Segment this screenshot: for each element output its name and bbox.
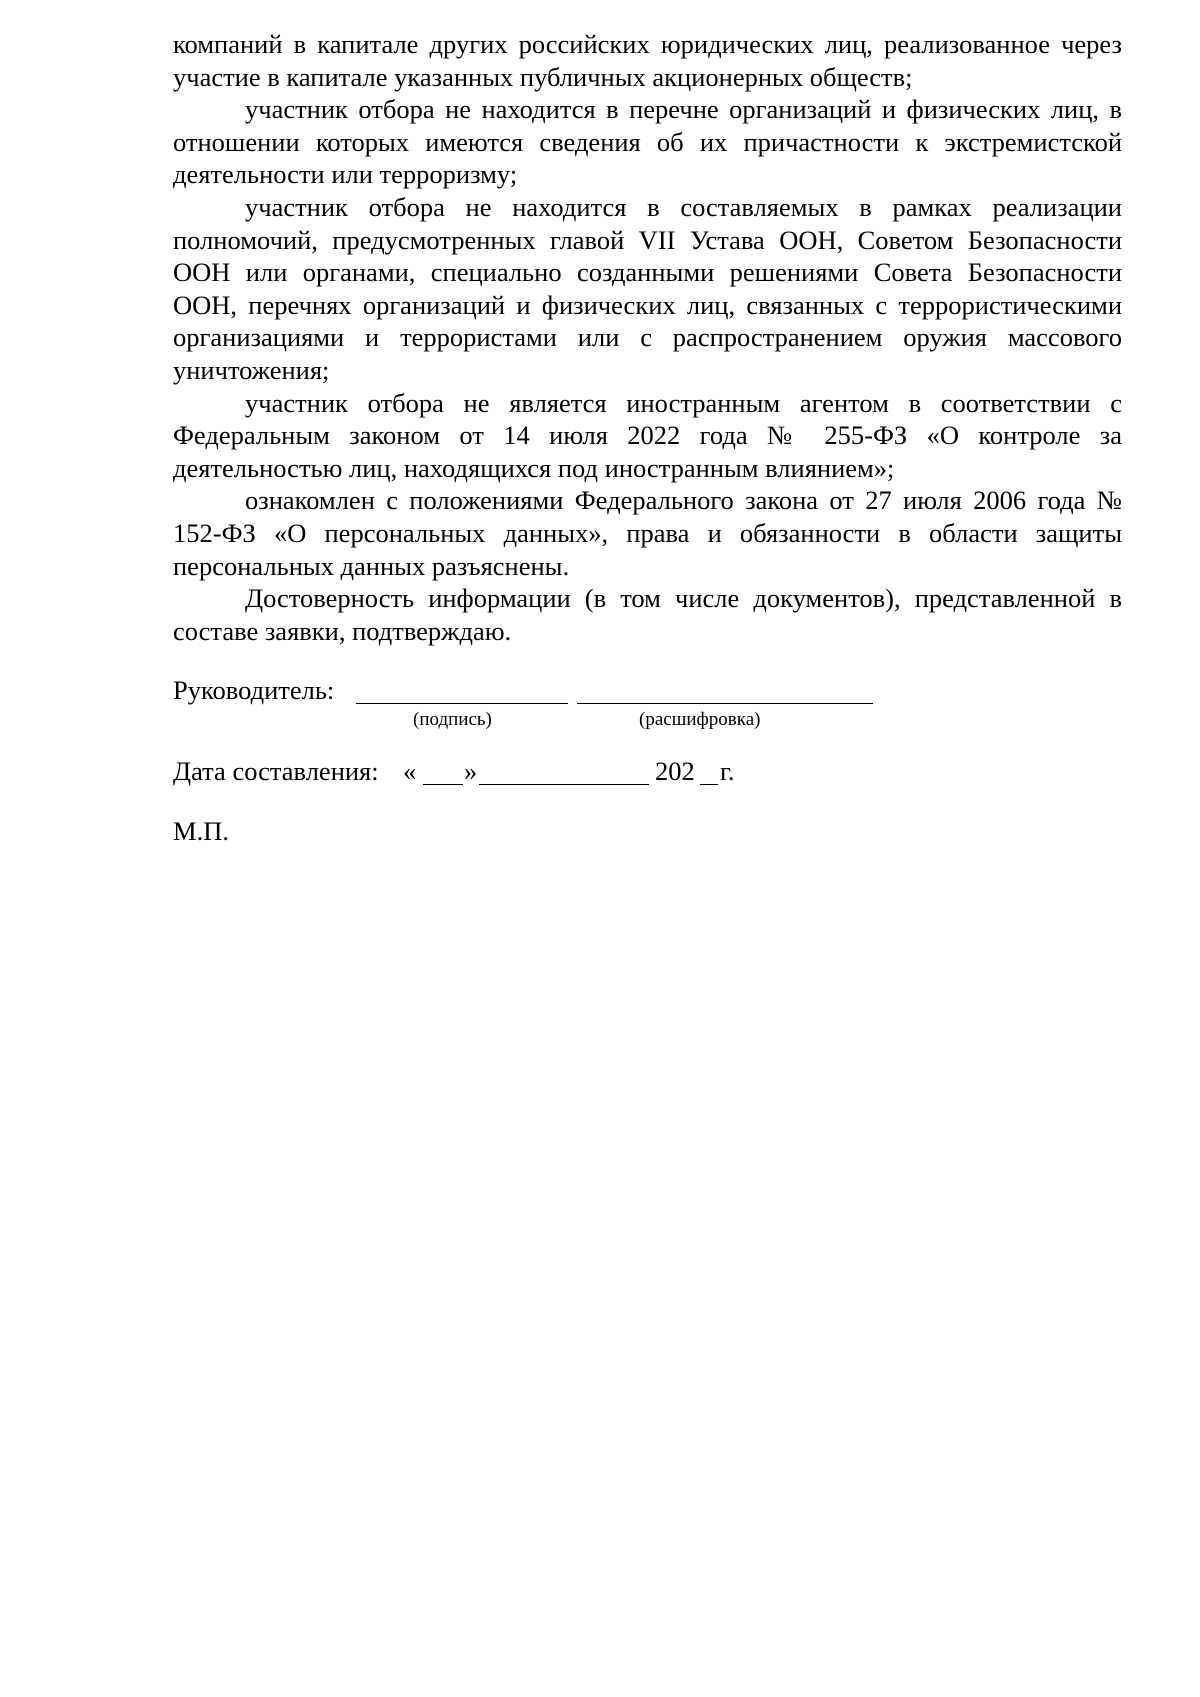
- paragraph-personal-data: ознакомлен с положениями Федерального закона от 27 июля 2006 года № 152-ФЗ «О персональных данных», права и обязанности в области защиты персональных данных разъяснены.: [173, 485, 1122, 581]
- date-suffix: г.: [720, 756, 735, 787]
- paragraph-certification: Достоверность информации (в том числе документов), представленной в составе заявки, подтверждаю.: [173, 583, 1122, 646]
- stamp-place: М.П.: [173, 816, 229, 847]
- name-hint: (расшифровка): [639, 709, 761, 731]
- paragraph-foreign-agent: участник отбора не является иностранным агентом в соответствии с Федеральным законом от 14 июля 2022 года № 255-ФЗ «О контроле за деятельностью лиц, находящихся под иностранным влиянием»;: [173, 387, 1122, 483]
- date-day-line: [423, 784, 463, 785]
- date-row: [173, 755, 1122, 789]
- paragraph-un-sanctions: участник отбора не находится в составляемых в рамках реализации полномочий, предусмотренных главой VII Устава ООН, Советом Безопасности ООН или органами, специально созданными решениями Совета Безопасности ООН, перечнях организаций и физических лиц, связанных с террористическими организациями и террористами или с распространением оружия массового уничтожения;: [173, 191, 1122, 385]
- signature-block: [173, 674, 1122, 734]
- date-label: Дата составления:: [173, 756, 379, 787]
- paragraph-extremism-list: участник отбора не находится в перечне организаций и физических лиц, в отношении которых имеются сведения об их причастности к экстремистской деятельности или терроризму;: [173, 94, 1122, 190]
- signature-label: Руководитель:: [173, 675, 335, 706]
- date-year-line: [700, 784, 718, 785]
- signature-hint: (подпись): [413, 709, 492, 731]
- date-close-quote: »: [464, 756, 478, 787]
- signature-line: [356, 703, 568, 704]
- paragraph-continuation: компаний в капитале других российских юридических лиц, реализованное через участие в капитале указанных публичных акционерных обществ;: [173, 29, 1122, 92]
- date-open-quote: «: [403, 756, 417, 787]
- name-line: [577, 703, 873, 704]
- document-body: [173, 28, 1122, 847]
- date-year-prefix: 202: [655, 756, 695, 787]
- date-month-line: [479, 784, 649, 785]
